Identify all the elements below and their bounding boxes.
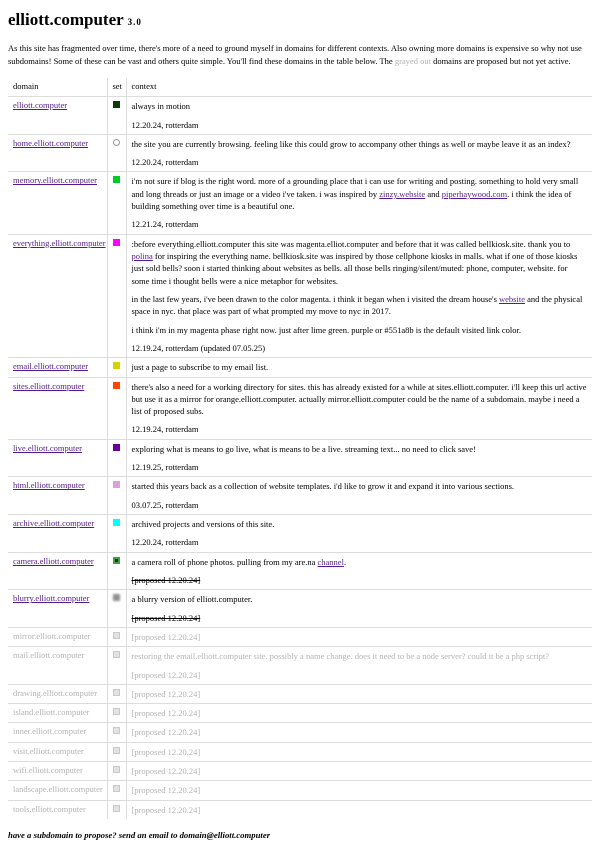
domain-link[interactable]: memory.elliott.computer [13,175,97,186]
table-row [8,742,592,761]
domain-link[interactable]: archive.elliott.computer [13,518,95,529]
context-paragraph: exploring what is means to go live, what is means to be a live. streaming text... no need to click save! [131,443,476,454]
set-cell [107,742,126,761]
domain-link: mail.elliott.computer [13,650,85,661]
set-cell [107,627,126,646]
domain-link[interactable]: home.elliott.computer [13,137,89,148]
context-paragraph: archived projects and versions of this site. [131,519,275,530]
context-cell [126,477,592,515]
context-paragraph: [proposed 12.20.24] [131,766,201,777]
context-cell [126,439,592,477]
domain-link[interactable]: camera.elliott.computer [13,555,94,566]
dark-purple-square-icon [113,444,120,451]
domain-link[interactable]: elliott.computer [13,100,68,111]
context-cell [126,515,592,553]
set-cell [107,172,126,234]
context-paragraph: [proposed 12.20.24] [131,804,201,815]
context-paragraph: just a page to subscribe to my email list. [131,362,269,373]
context-cell [126,800,592,819]
table-row [8,552,592,590]
version-label: 3.0 [127,17,142,27]
table-row [8,172,592,234]
intro-text [8,42,592,68]
domain-cell [8,627,107,646]
context-paragraph: i think i'm in my magenta phase right now. just after lime green. purple or #551a8b is the default visited link color. [131,324,522,335]
domain-cell [8,762,107,781]
context-date: 12.20.24, rotterdam [131,119,199,130]
open-circle-icon [113,139,120,146]
context-date: 12.21.24, rotterdam [131,219,199,230]
inline-link[interactable]: polina [131,251,153,262]
domain-cell [8,590,107,628]
column-header-set: set [107,78,126,96]
proposed-gray-square-icon [113,708,120,715]
orange-red-square-icon [113,382,120,389]
domains-table [8,78,592,819]
yellow-square-icon [113,362,120,369]
column-header-context: context [126,78,592,96]
set-cell [107,552,126,590]
set-cell [107,377,126,439]
proposed-gray-square-icon [113,689,120,696]
inline-link[interactable]: website [499,293,525,304]
domain-cell [8,439,107,477]
domain-link: landscape.elliott.computer [13,784,103,795]
table-row [8,477,592,515]
table-row [8,684,592,703]
proposed-gray-square-icon [113,632,120,639]
context-cell [126,552,592,590]
plum-square-icon [113,481,120,488]
set-cell [107,358,126,377]
domain-cell [8,172,107,234]
inline-link[interactable]: channel [317,556,344,567]
page-title [8,10,592,30]
camera-lens [115,559,118,562]
dark-green-square-icon [113,101,120,108]
camera-icon [113,557,120,564]
context-cell [126,742,592,761]
context-cell [126,377,592,439]
domain-cell [8,234,107,358]
proposed-gray-square-icon [113,747,120,754]
table-row [8,234,592,358]
context-paragraph: [proposed 12.20.24] [131,708,201,719]
domain-cell [8,515,107,553]
context-paragraph: started this years back as a collection of website templates. i'd like to grow it and expand it into various sections. [131,481,515,492]
context-paragraph: a camera roll of phone photos. pulling from my are.na channel. [131,556,347,567]
site-name: elliott.computer [8,10,124,29]
domain-cell [8,97,107,135]
set-cell [107,234,126,358]
domains-table-body [8,97,592,819]
context-paragraph: in the last few years, i've been drawn to the color magenta. i think it began when i visited the dream house's website and the physical space in nyc. that place was part of what prompted my move to nyc in 2017. [131,293,583,317]
context-paragraph: [proposed 12.20.24] [131,785,201,796]
context-paragraph: restoring the email.elliott.computer site. possibly a name change. does it need to be a node server? could it be a php script? [131,651,550,662]
intro-before: As this site has fragmented over time, there's more of a need to ground myself in domains for different contexts. Also owning more domains is expensive so why not use subdomains! Some of these can be vast and others quite simple. You'll find these domains in the table below. The [8,43,582,67]
inline-link[interactable]: piperhaywood.com [441,188,508,199]
green-square-icon [113,176,120,183]
context-date: [proposed 12.20.24] [131,612,201,623]
domain-link: wifi.elliott.computer [13,765,83,776]
context-date: [proposed 12.20.24] [131,574,201,585]
domain-link[interactable]: sites.elliott.computer [13,380,85,391]
context-date: 03.07.25, rotterdam [131,499,199,510]
proposed-gray-square-icon [113,727,120,734]
context-date: 12.20.24, rotterdam [131,157,199,168]
context-date: 12.19.24, rotterdam (updated 07.05.25) [131,342,266,353]
context-paragraph: [proposed 12.20.24] [131,688,201,699]
table-row [8,439,592,477]
domain-link: inner.elliott.computer [13,726,87,737]
proposed-gray-square-icon [113,766,120,773]
set-cell [107,800,126,819]
domain-cell [8,704,107,723]
domain-cell [8,742,107,761]
domain-link[interactable]: everything.elliott.computer [13,237,106,248]
domain-link: island.elliott.computer [13,707,90,718]
domain-cell [8,358,107,377]
proposed-gray-square-icon [113,651,120,658]
table-row [8,781,592,800]
intro-after: domains are proposed but not yet active. [430,56,571,67]
table-row [8,358,592,377]
context-cell [126,684,592,703]
domain-link: drawing.elliott.computer [13,687,98,698]
domain-link: tools.elliott.computer [13,803,86,814]
context-date: 12.19.25, rotterdam [131,462,199,473]
context-cell [126,723,592,742]
domain-cell [8,647,107,685]
table-row [8,723,592,742]
context-cell [126,647,592,685]
proposed-gray-square-icon [113,805,120,812]
table-row [8,134,592,172]
context-date: 12.19.24, rotterdam [131,424,199,435]
domain-cell [8,781,107,800]
context-cell [126,234,592,358]
set-cell [107,704,126,723]
domain-link: visit.elliott.computer [13,745,84,756]
set-cell [107,97,126,135]
context-cell [126,590,592,628]
domain-cell [8,477,107,515]
table-row [8,704,592,723]
context-cell [126,358,592,377]
domain-cell [8,134,107,172]
table-row [8,627,592,646]
column-header-domain: domain [8,78,107,96]
set-cell [107,515,126,553]
footer-note: have a subdomain to propose? send an email to domain@elliott.computer [8,830,271,841]
context-cell [126,762,592,781]
table-row [8,800,592,819]
inline-link[interactable]: zinzy.website [379,188,426,199]
domain-link: mirror.elliott.computer [13,630,91,641]
context-paragraph: always in motion [131,101,191,112]
context-paragraph: [proposed 12.20.24] [131,631,201,642]
magenta-square-icon [113,239,120,246]
context-cell [126,704,592,723]
domain-link[interactable]: html.elliott.computer [13,480,85,491]
set-cell [107,590,126,628]
context-paragraph: [proposed 12.20.24] [131,727,201,738]
table-row [8,590,592,628]
table-row [8,762,592,781]
domain-cell [8,684,107,703]
context-cell [126,134,592,172]
context-date: 12.20.24, rotterdam [131,537,199,548]
context-paragraph: :before everything.elliott.computer this site was magenta.elliot.computer and before that it was called bellkiosk.site. thank you to polina for inspiring the everything name. bellkiosk.site was inspired by those cellphone kiosks in malls. what if one of those kiosks just sold bells? soon i started thinking about websites as bells. all those bells ringing/silent/muted: phone, computer, website. for some time i thought bells were a nice metaphor for websites. [131,238,578,286]
domain-cell [8,377,107,439]
set-cell [107,762,126,781]
context-paragraph: there's also a need for a working directory for sites. this has already existed for a while at sites.elliott.computer. i'll keep this url active but use it as a mirror for orange.elliott.computer. actually mirror.elliott.computer could be the name of a subdomain. maybe i need a list of proposed subs. [131,381,587,417]
domain-cell [8,800,107,819]
context-cell [126,781,592,800]
set-cell [107,684,126,703]
set-cell [107,781,126,800]
table-row [8,647,592,685]
set-cell [107,134,126,172]
context-cell [126,97,592,135]
set-cell [107,723,126,742]
context-paragraph: [proposed 12.20.24] [131,746,201,757]
domain-link[interactable]: email.elliott.computer [13,361,89,372]
table-row [8,377,592,439]
proposed-gray-square-icon [113,785,120,792]
context-paragraph: i'm not sure if blog is the right word. more of a grounding place that i can use for writing and posting. something to hold very small and long threads or just an image or a video i've taken. i was inspired by zinzy.website and piperhaywood.com. i think the idea of building something over time is a beautiful one. [131,176,579,212]
set-cell [107,647,126,685]
context-cell [126,627,592,646]
domain-cell [8,552,107,590]
context-cell [126,172,592,234]
grayed-out-label: grayed out [394,56,431,67]
domain-link[interactable]: live.elliott.computer [13,442,82,453]
context-paragraph: the site you are currently browsing. feeling like this could grow to accompany other things as well or maybe leave it as an index? [131,138,571,149]
domain-cell [8,723,107,742]
context-paragraph: a blurry version of elliott.computer. [131,594,253,605]
blurred-square-icon [113,594,120,601]
set-cell [107,477,126,515]
table-row [8,515,592,553]
table-row [8,97,592,135]
domain-link[interactable]: blurry.elliott.computer [13,593,90,604]
set-cell [107,439,126,477]
table-header-row [8,78,592,96]
cyan-square-icon [113,519,120,526]
context-date: [proposed 12.20.24] [131,669,201,680]
